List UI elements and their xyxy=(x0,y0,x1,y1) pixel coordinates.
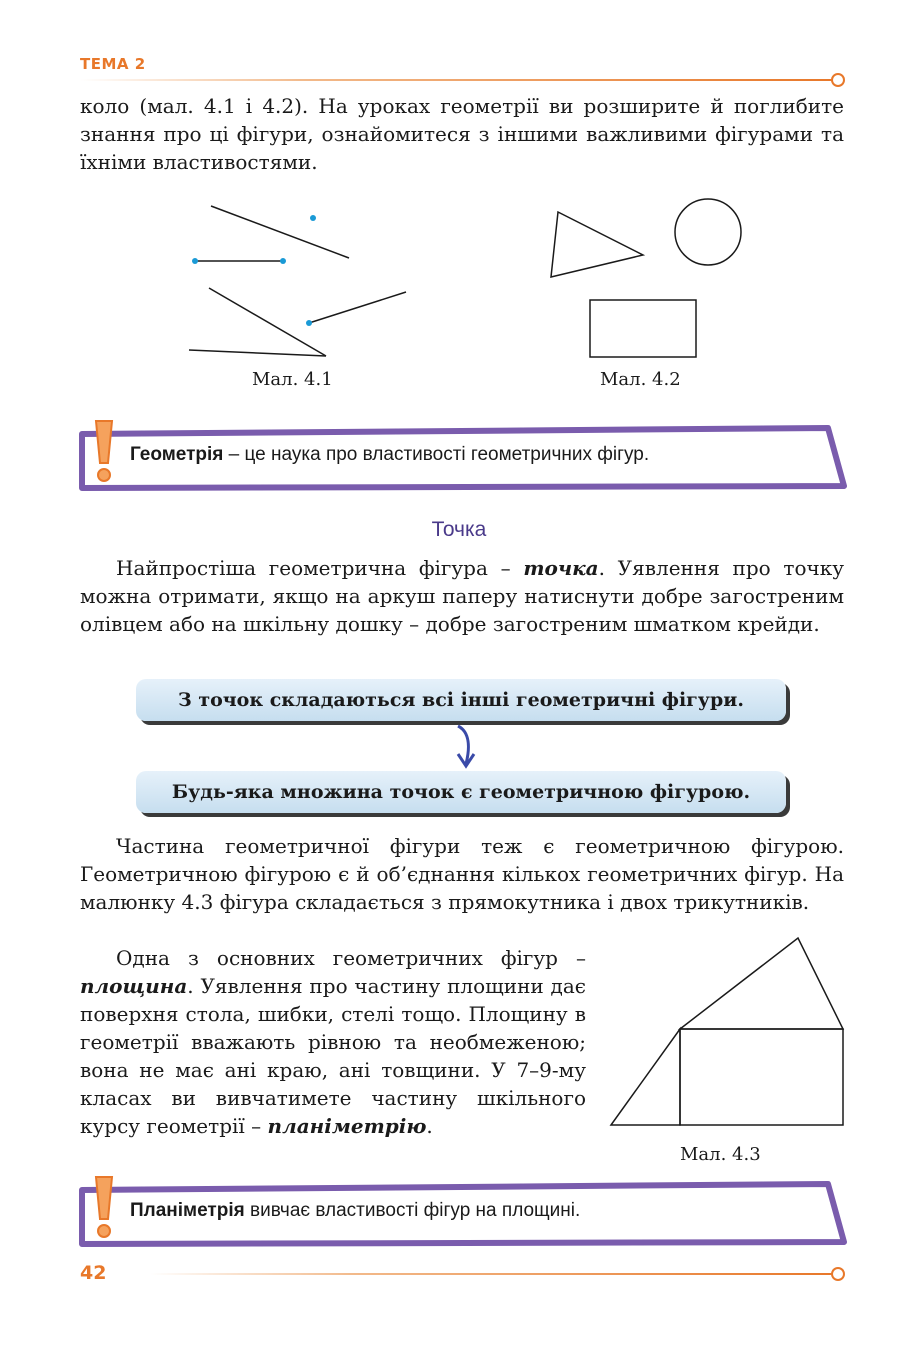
side-triangle xyxy=(611,1029,680,1125)
point-a xyxy=(310,215,316,221)
callout-term: Планіметрія xyxy=(130,1200,245,1221)
circle-shape xyxy=(675,199,741,265)
point-text-1: Найпростіша геометрична фігура – xyxy=(116,556,524,580)
figure-4-3 xyxy=(605,930,850,1135)
header-rule xyxy=(80,79,832,81)
fig-4-3-caption: Мал. 4.3 xyxy=(680,1144,761,1165)
callout-term: Геометрія xyxy=(130,444,224,465)
exclamation-icon xyxy=(96,1177,112,1237)
callout-rest: – це наука про властивості геометричних фігур. xyxy=(223,444,650,465)
page-number: 42 xyxy=(80,1262,107,1284)
callout-rest: вивчає властивості фігур на площині. xyxy=(244,1200,581,1221)
roof-triangle xyxy=(680,938,843,1029)
plane-term: площина xyxy=(80,974,188,998)
segment-end-b xyxy=(280,258,286,264)
house-rectangle xyxy=(680,1029,843,1125)
intro-paragraph xyxy=(80,92,844,176)
plane-text-1: Одна з основних геометричних фігур – xyxy=(116,946,586,970)
figure-4-2 xyxy=(540,190,755,365)
exclamation-icon xyxy=(96,421,112,481)
ray-start xyxy=(306,320,312,326)
point-text-2: . Уявлення про точку можна отримати, якщо на аркуш паперу натиснути добре загостреним олівцем або на шкільну дошку – добре загостреним шматком крейди. xyxy=(80,556,844,636)
fig-4-2-caption: Мал. 4.2 xyxy=(600,369,681,390)
callout-text xyxy=(130,444,649,466)
definition-callout-planimetry xyxy=(78,1174,848,1248)
topic-label: ТЕМА 2 xyxy=(80,55,146,73)
point-paragraph xyxy=(80,554,844,638)
line-1 xyxy=(211,206,349,258)
part-paragraph xyxy=(80,832,844,916)
plane-text-2: . Уявлення про частину площини дає поверхня стола, шибки, стелі тощо. Площину в геометрії вважають рівною та необмеженою; вона не має ані краю, ані товщини. У 7–9-му класах ви вивчатимете частину шкільного курсу геометрії – xyxy=(80,974,586,1138)
planimetry-term: планіметрію xyxy=(267,1114,427,1138)
section-title: Точка xyxy=(431,518,487,541)
intro-text: коло (мал. 4.1 і 4.2). На уроках геометрії ви розширите й поглибите знання про ці фігури, ознайомитеся з іншими важливими фігурами та їхніми властивостями. xyxy=(80,94,844,174)
part-text: Частина геометричної фігури теж є геометричною фігурою. Геометричною фігурою є й об’єднання кількох геометричних фігур. На малюнку 4.3 фігура складається з прямокутника і двох трикутників. xyxy=(80,834,844,914)
fig-4-1-caption: Мал. 4.1 xyxy=(252,369,333,390)
angle-side-2 xyxy=(189,350,326,356)
definition-callout-geometry xyxy=(78,418,848,492)
figure-4-1 xyxy=(180,195,420,365)
down-arrow-icon xyxy=(452,724,482,770)
triangle xyxy=(551,212,643,277)
footer-rule xyxy=(150,1273,832,1275)
segment-end-a xyxy=(192,258,198,264)
statement-box-1: З точок складаються всі інші геометричні фігури. xyxy=(136,679,786,721)
header-rule-end xyxy=(831,73,845,87)
callout-text xyxy=(130,1200,580,1222)
plane-text-3: . xyxy=(426,1114,433,1138)
point-term: точка xyxy=(523,556,599,580)
statement-box-2: Будь-яка множина точок є геометричною фігурою. xyxy=(136,771,786,813)
plane-paragraph xyxy=(80,944,586,1140)
rectangle xyxy=(590,300,696,357)
footer-rule-end xyxy=(831,1267,845,1281)
ray-1 xyxy=(309,292,406,323)
